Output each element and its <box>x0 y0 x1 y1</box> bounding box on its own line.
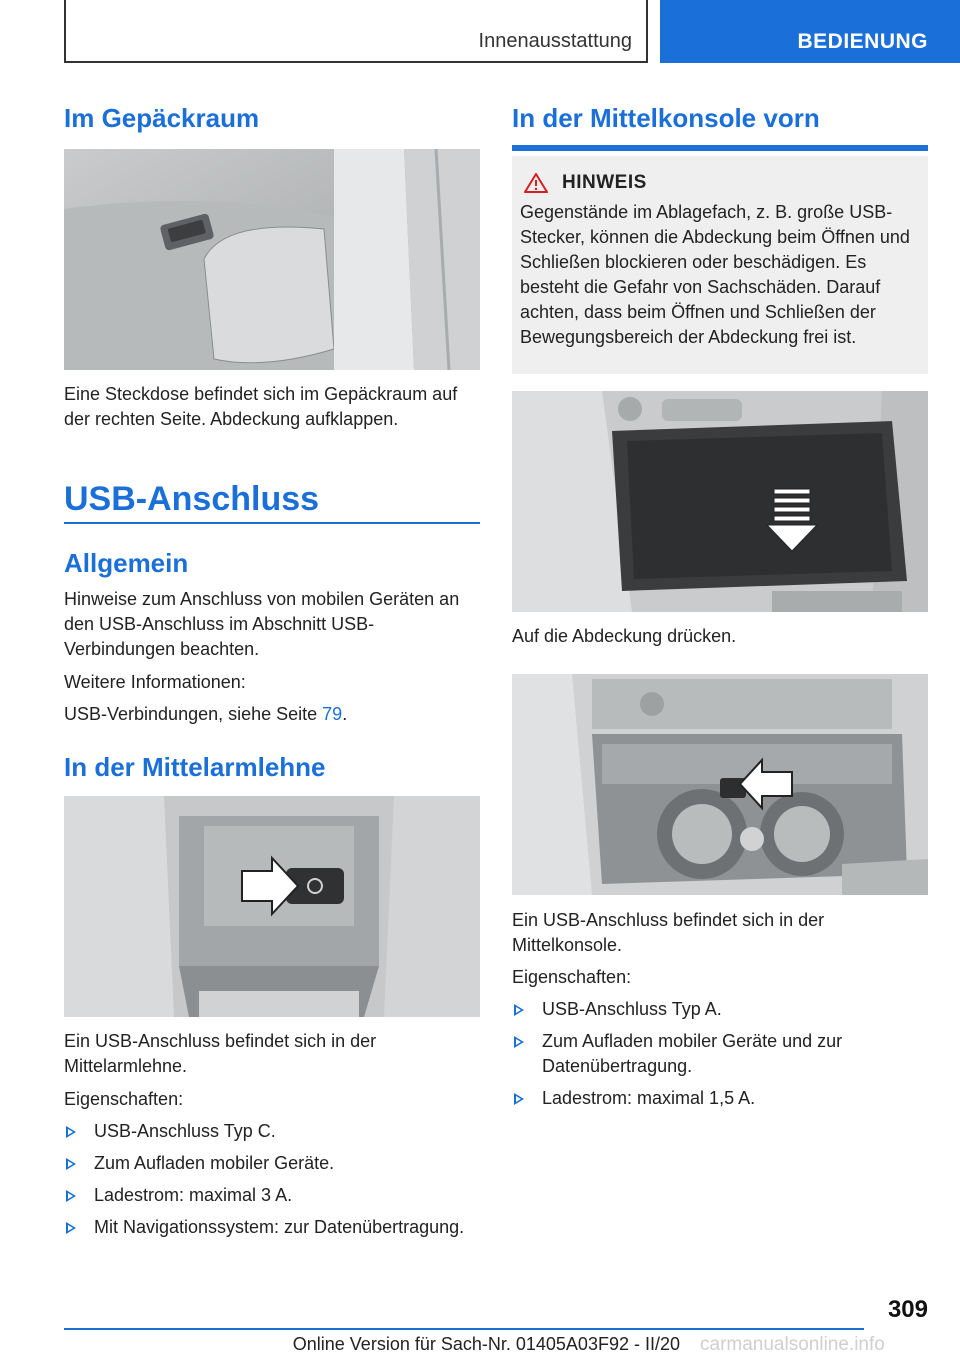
notice-title: HINWEIS <box>562 172 647 193</box>
page-number: 309 <box>887 1296 928 1323</box>
list-properties-console <box>512 997 928 1118</box>
list-item <box>64 1183 480 1208</box>
heading-mittelkonsole: In der Mittelkonsole vorn <box>512 103 820 133</box>
notice-text: Gegenstände im Ablagefach, z. B. große USB-Stecker, können die Abdeckung beim Öffnen und Schließen blockieren oder beschädigen. Es besteht die Gefahr von Sachschäden. Darauf achten, dass beim Öffnen und Schließen der Bewegungsbereich der Abdeckung frei ist. <box>520 202 910 347</box>
paragraph-armrest-usb: Ein USB-Anschluss befindet sich in der Mittelarmlehne. <box>64 1031 377 1076</box>
watermark: carmanualsonline.info <box>700 1334 885 1355</box>
figure-console-cover <box>512 391 928 612</box>
paragraph-allgemein: Hinweise zum Anschluss von mobilen Geräten an den USB-Anschluss im Abschnitt USB-Verbindungen beachten. <box>64 589 460 659</box>
paragraph-console-usb: Ein USB-Anschluss befindet sich in der Mittelkonsole. <box>512 910 825 955</box>
heading-mittelarmlehne: In der Mittelarmlehne <box>64 752 326 782</box>
bullet-triangle-icon <box>514 1093 524 1105</box>
list-item <box>512 1029 928 1079</box>
paragraph-press-cover: Auf die Abdeckung drücken. <box>512 626 737 646</box>
bullet-triangle-icon <box>66 1190 76 1202</box>
bullet-triangle-icon <box>514 1036 524 1048</box>
heading-underline-thick <box>512 145 928 151</box>
paragraph-eigenschaften-right: Eigenschaften: <box>512 967 632 987</box>
figure-console-usb <box>512 674 928 895</box>
section-tab-label: BEDIENUNG <box>797 30 928 53</box>
figure-luggage-socket <box>64 149 480 370</box>
list-item-text: Ladestrom: maximal 1,5 A. <box>542 1088 756 1108</box>
page-link-79[interactable]: 79 <box>322 704 343 724</box>
footer-rule <box>64 1328 864 1330</box>
list-item <box>512 997 928 1022</box>
notice-box <box>512 156 928 374</box>
verweis-end: . <box>342 704 348 724</box>
heading-underline <box>64 522 480 524</box>
paragraph-weitere: Weitere Informationen: <box>64 672 246 692</box>
heading-usb-anschluss: USB-Anschluss <box>64 480 320 518</box>
section-tab[interactable] <box>660 0 960 63</box>
list-properties-armrest <box>64 1119 480 1247</box>
list-item <box>64 1151 480 1176</box>
paragraph-luggage-socket: Eine Steckdose befindet sich im Gepäckraum auf der rechten Seite. Abdeckung aufklappen. <box>64 384 458 429</box>
list-item <box>512 1086 928 1111</box>
list-item <box>64 1119 480 1144</box>
warning-triangle-icon <box>524 173 548 193</box>
footer-online-version: Online Version für Sach-Nr. 01405A03F92 - II/20 <box>292 1334 680 1354</box>
bullet-triangle-icon <box>66 1222 76 1234</box>
bullet-triangle-icon <box>66 1126 76 1138</box>
chapter-title: Innenausstattung <box>478 30 632 52</box>
verweis-text: USB-Verbindungen, siehe Seite <box>64 704 323 724</box>
bullet-triangle-icon <box>514 1004 524 1016</box>
list-item-text: Ladestrom: maximal 3 A. <box>94 1185 293 1205</box>
bullet-triangle-icon <box>66 1158 76 1170</box>
paragraph-eigenschaften-left: Eigenschaften: <box>64 1089 184 1109</box>
heading-allgemein: Allgemein <box>64 548 189 578</box>
notice-header <box>524 172 920 194</box>
list-item-text: USB-Anschluss Typ A. <box>542 999 722 1019</box>
list-item-text: Mit Navigationssystem: zur Datenübertragung. <box>94 1217 465 1237</box>
list-item-text: Zum Aufladen mobiler Geräte. <box>94 1153 335 1173</box>
figure-armrest-usb <box>64 796 480 1017</box>
heading-gepaeckraum: Im Gepäckraum <box>64 103 260 133</box>
list-item-text: USB-Anschluss Typ C. <box>94 1121 276 1141</box>
paragraph-verweis <box>64 702 480 727</box>
header-chapter-box <box>64 0 648 63</box>
list-item <box>64 1215 480 1240</box>
list-item-text: Zum Aufladen mobiler Geräte und zur Datenübertragung. <box>542 1031 843 1076</box>
